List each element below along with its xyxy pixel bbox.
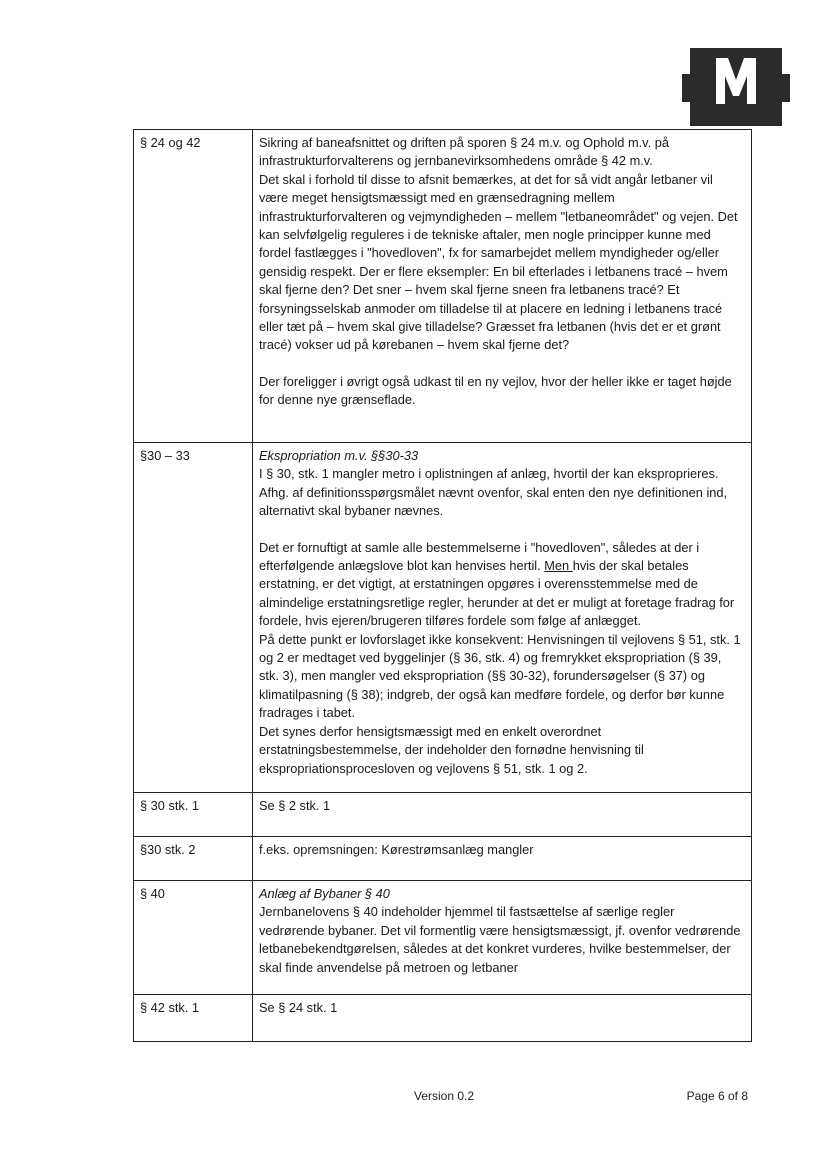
comments-table <box>133 129 752 1042</box>
section-ref: §30 – 33 <box>134 443 253 793</box>
comment-cell <box>253 443 752 793</box>
underlined-text: Men <box>544 558 573 574</box>
table-row <box>134 880 752 994</box>
text-run: Det er fornuftigt at samle alle bestemmelserne i "hovedloven", således at der i efterfølgende anlægslove blot kan henvises hertil. <box>259 539 700 574</box>
section-ref: § 42 stk. 1 <box>134 994 253 1041</box>
paragraph: Der foreligger i øvrigt også udkast til en ny vejlov, hvor der heller ikke er taget højde for denne nye grænseflade. <box>259 373 732 408</box>
section-ref: §30 stk. 2 <box>134 836 253 880</box>
paragraph: Det synes derfor hensigtsmæssigt med en enkelt overordnet erstatningsbestemmelse, der indeholder den fornødne henvisning til ekspropriationsprocesloven og vejlovens § 51, stk. 1 og 2. <box>259 723 644 776</box>
section-heading: Ekspropriation m.v. §§30-33 <box>259 448 419 463</box>
section-heading: Anlæg af Bybaner § 40 <box>259 885 390 901</box>
table-row <box>134 443 752 793</box>
comment-cell: Se § 24 stk. 1 <box>253 994 752 1041</box>
metro-logo <box>680 46 792 128</box>
table-row <box>134 836 752 880</box>
section-ref: § 30 stk. 1 <box>134 792 253 836</box>
text-run: hvis der skal betales erstatning, er det vigtigt, at erstatningen opgøres i overensstemmelse med de almindelige erstatningsretlige regler, herunder at det er muligt at foretage fradrag for fordele, hvis ejeren/brugeren tilføres fordele som følge af anlægget. <box>259 558 735 629</box>
paragraph: Jernbanelovens § 40 indeholder hjemmel til fastsættelse af særlige regler vedrørende bybaner. Det vil formentlig være hensigtsmæssigt, jf. ovenfor vedrørende letbanebekendtgørelsen, således at det konkret vurderes, hvilke bestemmelser, der skal finde anvendelse på metroen og letbaner <box>259 904 741 975</box>
paragraph: På dette punkt er lovforslaget ikke konsekvent: Henvisningen til vejlovens § 51, stk. 1 og 2 er medtaget ved byggelinjer (§ 36, stk. 4) og fremrykket ekspropriation (§ 39, stk. 3), men mangler ved ekspropriation (§§ 30-32), forundersøgelser (§ 37) og klimatilpasning (§ 38); indgreb, der også kan medføre fordele, og derfor bør kunne fradrages i tabet. <box>259 631 741 721</box>
paragraph <box>259 539 743 631</box>
table-row <box>134 130 752 443</box>
comment-cell <box>253 880 752 994</box>
page-number: Page 6 of 8 <box>686 1089 748 1103</box>
comment-cell: f.eks. opremsningen: Kørestrømsanlæg mangler <box>253 836 752 880</box>
table-row <box>134 994 752 1041</box>
table-row <box>134 792 752 836</box>
version-label: Version 0.2 <box>414 1089 475 1103</box>
paragraph: Sikring af baneafsnittet og driften på sporen § 24 m.v. og Ophold m.v. på infrastrukturforvalterens og jernbanevirksomhedens område § 42 m.v. <box>259 135 669 169</box>
paragraph: I § 30, stk. 1 mangler metro i oplistningen af anlæg, hvortil der kan eksproprieres. Afhg. af definitionsspørgsmålet nævnt ovenfor, skal enten den nye definitionen ind, alternativt skal bybaner nævnes. <box>259 466 728 519</box>
section-ref: § 24 og 42 <box>134 130 253 443</box>
comment-cell <box>253 130 752 443</box>
comment-cell: Se § 2 stk. 1 <box>253 792 752 836</box>
paragraph: Det skal i forhold til disse to afsnit bemærkes, at det for så vidt angår letbaner vil være meget hensigtsmæssigt med en grænsedragning mellem infrastrukturforvalteren og vejmyndigheden – mellem "letbaneområdet" og vejen. Det kan selvfølgelig reguleres i de tekniske aftaler, men nogle principper kunne med fordel fastlægges i "hovedloven", fx for samarbejdet mellem myndigheder og/eller gensidig respekt. Der er flere eksempler: En bil efterlades i letbanens tracé – hvem skal fjerne den? Det sner – hvem skal fjerne sneen fra letbanens tracé? Et forsyningsselskab anmoder om tilladelse til at placere en ledning i letbanens tracé eller tæt på – hvem skal give tilladelse? Græsset fra letbanen (hvis det er et grønt tracé) vokser ud på kørebanen – hvem skal fjerne det? <box>259 171 738 353</box>
section-ref: § 40 <box>134 880 253 994</box>
